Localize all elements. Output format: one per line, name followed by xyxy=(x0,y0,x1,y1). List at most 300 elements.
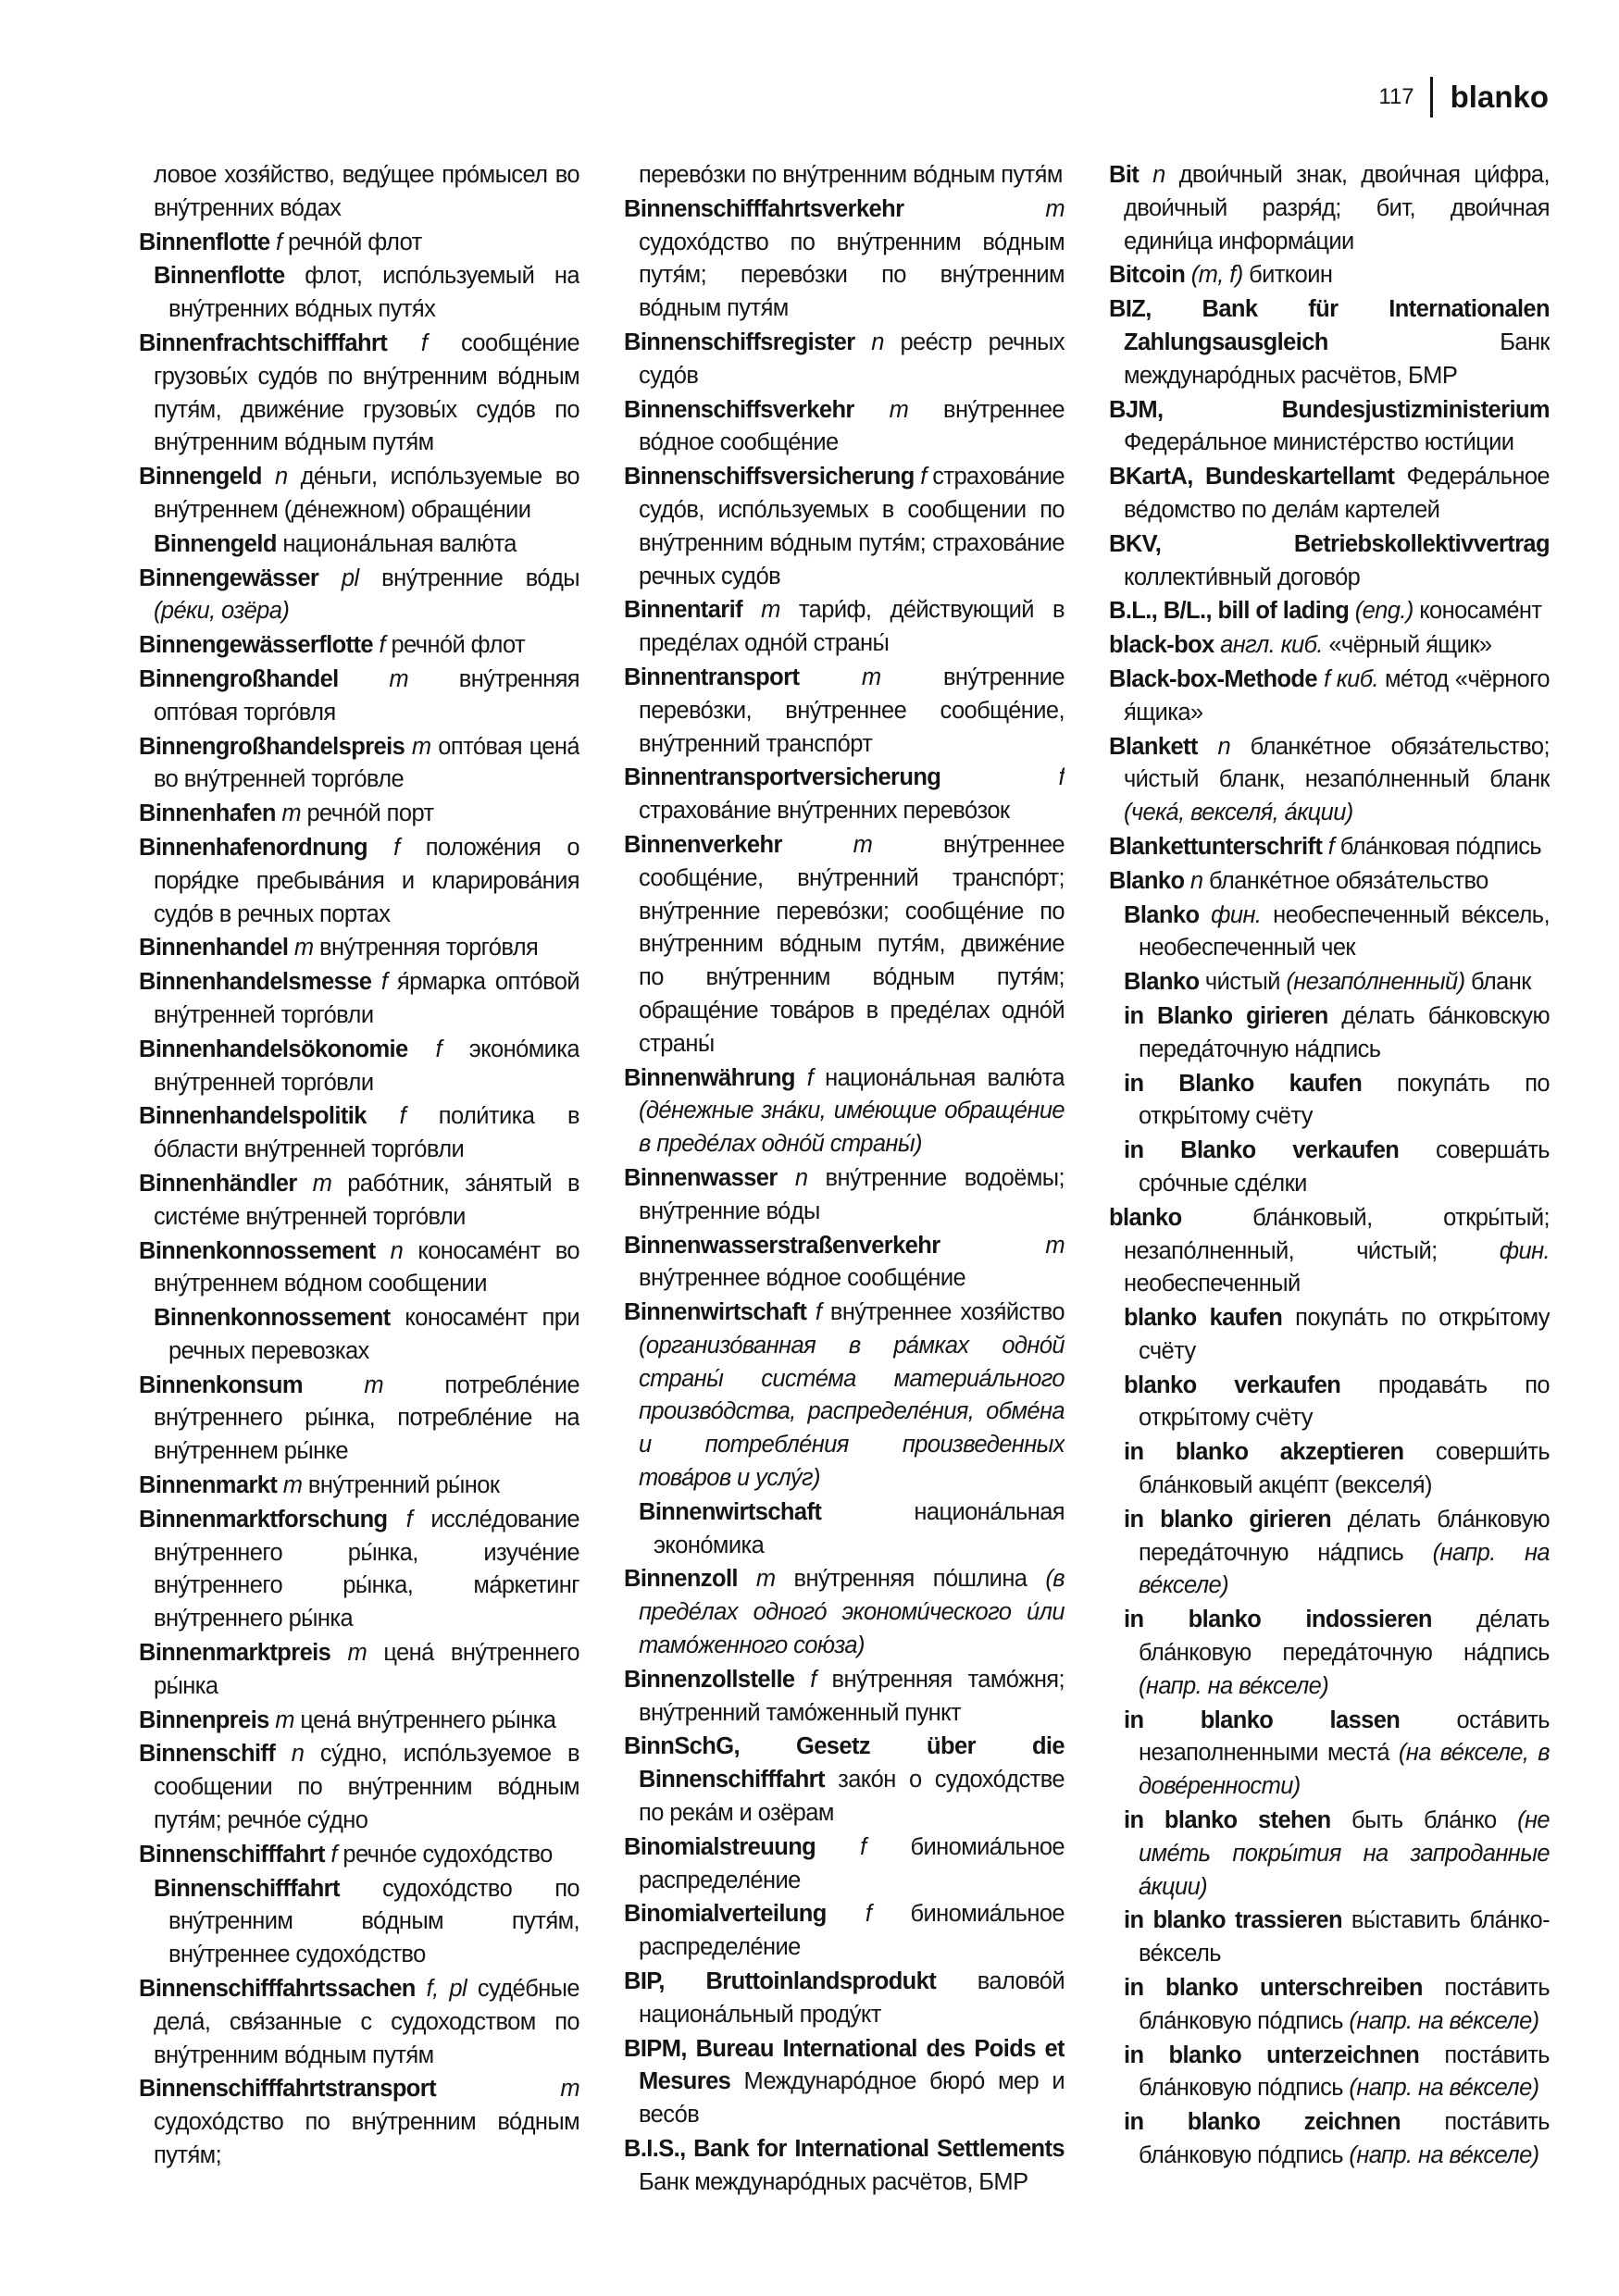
dictionary-entry xyxy=(1109,159,1550,258)
translation: вну́треннее во́дное сообще́ние xyxy=(639,1265,966,1292)
headword: BJM, Bundesjustizministerium xyxy=(1109,396,1550,423)
headword: Binnenwirtschaft xyxy=(624,1299,807,1326)
dictionary-entry xyxy=(1109,831,1550,864)
translation: вну́тренняя опто́вая торго́вля xyxy=(154,665,579,726)
headword: Binnenkonnossement xyxy=(139,1237,376,1264)
translation: сообще́ние грузовы́х судо́в по вну́тренним во́дным путя́м, движе́ние грузовы́х судо́в по вну́тренним во́дным путя́м xyxy=(154,329,579,456)
sub-entry xyxy=(1109,1705,1550,1804)
dictionary-entry xyxy=(1109,865,1550,899)
headword: Blankettunterschrift xyxy=(1109,833,1323,860)
translation: я́рмарка опто́вой вну́тренней торго́вли xyxy=(154,969,579,1028)
header-divider xyxy=(1430,77,1433,118)
note: (напр. на ве́кселе) xyxy=(1349,2142,1539,2169)
dictionary-entry xyxy=(139,1370,579,1469)
translation: судохо́дство по вну́тренним во́дным путя́м; перево́зки по вну́тренним во́дным путя́м xyxy=(639,229,1065,322)
translation: национа́льная эконо́мика xyxy=(654,1498,1065,1558)
dictionary-entry xyxy=(139,2073,579,2172)
translation: соверша́ть сро́чные сде́лки xyxy=(1139,1137,1550,1197)
headword: Binnengeld xyxy=(154,530,277,557)
headword: in blanko stehen xyxy=(1124,1807,1331,1834)
grammar-label: n xyxy=(854,329,884,355)
dictionary-entry xyxy=(139,1973,579,2072)
dictionary-entry xyxy=(139,1034,579,1100)
grammar-label: m xyxy=(330,1640,367,1667)
dictionary-entry xyxy=(1109,461,1550,527)
sub-entry xyxy=(1109,1302,1550,1369)
headword: Binnenflotte xyxy=(139,229,270,255)
headword: in blanko akzeptieren xyxy=(1124,1439,1404,1466)
note: (организо́ванная в ра́мках одно́й страны́ систе́ма материа́льного произво́дства, распределе́ния, обме́на и потребле́ния произведенных това́ров и услу́г) xyxy=(639,1332,1065,1492)
translation: вну́треннее во́дное сообще́ние xyxy=(639,396,1065,456)
usage-label: англ. киб. xyxy=(1214,632,1323,659)
translation: рабо́тник, за́нятый в систе́ме вну́тренней торго́вли xyxy=(154,1170,579,1230)
translation: вну́тренняя по́шлина xyxy=(775,1566,1046,1593)
dictionary-entry xyxy=(624,193,1065,326)
headword: in blanko girieren xyxy=(1124,1506,1332,1533)
translation: бла́нковый, откры́тый; незапо́лненный, чи́стый; xyxy=(1124,1204,1550,1264)
translation: эконо́мика вну́тренней торго́вли xyxy=(154,1036,579,1096)
dictionary-entry xyxy=(624,594,1065,661)
sub-entry xyxy=(1109,1504,1550,1603)
headword: Binnenwirtschaft xyxy=(639,1498,822,1525)
dictionary-entry xyxy=(139,1738,579,1837)
dictionary-entry xyxy=(624,394,1065,461)
dictionary-entry xyxy=(139,159,579,226)
translation: вну́тренние перево́зки, вну́треннее сообще́ние, вну́тренний транспо́рт xyxy=(639,664,1065,757)
headword: Binnenhandelsmesse xyxy=(139,969,372,996)
headword: Binnenhafen xyxy=(139,800,276,827)
grammar-label: n xyxy=(1139,162,1165,188)
headword: Binomialstreuung xyxy=(624,1833,816,1860)
translation: биномиа́льное распределе́ние xyxy=(639,1901,1065,1961)
sub-entry xyxy=(139,1302,579,1369)
usage-label: фин. xyxy=(1199,901,1262,928)
translation: поста́вить бла́нковую по́дпись xyxy=(1139,1975,1550,2034)
headword: Binnengroßhandelspreis xyxy=(139,733,405,760)
translation: речно́й флот xyxy=(384,632,526,659)
dictionary-entry xyxy=(139,1470,579,1503)
headword: Black-box-Methode xyxy=(1109,665,1317,692)
sub-entry xyxy=(1109,1972,1550,2039)
translation: соверши́ть бла́нковый акце́пт (векселя́) xyxy=(1139,1439,1550,1499)
sub-entry xyxy=(1109,1000,1550,1067)
headword: Binnenhafenordnung xyxy=(139,834,368,861)
translation: необеспеченный xyxy=(1124,1271,1301,1297)
sub-entry xyxy=(1109,1604,1550,1703)
dictionary-entry xyxy=(624,2033,1065,2132)
dictionary-entry xyxy=(624,1898,1065,1965)
grammar-label: (eng.) xyxy=(1349,598,1414,625)
translation: биткоин xyxy=(1242,262,1333,289)
dictionary-entry xyxy=(624,1831,1065,1898)
translation: речно́е судохо́дство xyxy=(336,1841,553,1868)
dictionary-entry xyxy=(139,731,579,798)
headword: BIPM, Bureau International des Poids et Mesures xyxy=(624,2035,1065,2095)
headword: Binnenkonsum xyxy=(139,1371,303,1398)
note: (напр. на ве́кселе) xyxy=(1349,2007,1539,2034)
note: (напр. на ве́кселе) xyxy=(1139,1539,1550,1599)
headword: blanko verkaufen xyxy=(1124,1371,1341,1398)
page-number: 117 xyxy=(1378,84,1414,109)
translation: де́лать бла́нковую переда́точную на́дпись xyxy=(1139,1506,1550,1566)
headword: in Blanko verkaufen xyxy=(1124,1137,1400,1164)
grammar-label: f xyxy=(269,229,282,255)
translation: де́лать ба́нковскую переда́точную на́дпись xyxy=(1139,1002,1550,1062)
headword: Binnenschifffahrtssachen xyxy=(139,1976,416,2003)
grammar-label: m xyxy=(436,2076,579,2103)
dictionary-entry xyxy=(1109,293,1550,392)
translation: вну́тренние во́ды xyxy=(358,565,579,591)
headword: black-box xyxy=(1109,632,1214,659)
headword: BinnSchG, Gesetz über die Binnenschifffahrt xyxy=(624,1733,1065,1793)
headword: in blanko unterzeichnen xyxy=(1124,2042,1420,2068)
translation: страхова́ние судо́в, испо́льзуемых в сообщении по вну́тренним во́дным путя́м; страхова́ние речных судо́в xyxy=(639,464,1065,590)
dictionary-entry xyxy=(624,1230,1065,1297)
translation: быть бла́нко xyxy=(1330,1807,1518,1834)
headword: B.I.S., Bank for International Settlements xyxy=(624,2136,1065,2163)
dictionary-entry xyxy=(624,1731,1065,1830)
translation: рее́стр речных судо́в xyxy=(639,329,1065,389)
headword: Binnenschiffsverkehr xyxy=(624,396,854,423)
translation: тари́ф, де́йствующий в преде́лах одно́й страны́ xyxy=(639,597,1065,657)
translation: поли́тика в о́бласти вну́тренней торго́вли xyxy=(154,1103,579,1163)
usage-label: фин. xyxy=(1499,1237,1550,1264)
note: (напр. на ве́кселе) xyxy=(1349,2075,1539,2102)
headword: Binnengewässerflotte xyxy=(139,632,373,659)
dictionary-entry xyxy=(624,1664,1065,1731)
dictionary-entry xyxy=(624,1297,1065,1496)
headword: in blanko unterschreiben xyxy=(1124,1975,1423,2002)
translation: коллекти́вный догово́р xyxy=(1124,564,1361,590)
headword: Binnenschifffahrt xyxy=(139,1841,325,1868)
translation: чи́стый xyxy=(1199,969,1287,996)
headword: in blanko trassieren xyxy=(1124,1907,1342,1934)
translation: флот, испо́льзуемый на вну́тренних во́дных путя́х xyxy=(168,263,579,323)
headword: Binnengroßhandel xyxy=(139,665,339,692)
headword: Blankett xyxy=(1109,733,1198,760)
grammar-label: m xyxy=(302,1371,383,1398)
headword: in Blanko kaufen xyxy=(1124,1070,1363,1097)
grammar-label: m xyxy=(742,597,780,624)
headword: Binnenzoll xyxy=(624,1566,738,1593)
grammar-label: f xyxy=(372,632,385,659)
dictionary-entry xyxy=(139,461,579,527)
grammar-label: m xyxy=(338,665,409,692)
note: (незапо́лненный) xyxy=(1286,969,1465,996)
dictionary-entry xyxy=(139,932,579,965)
dictionary-entry xyxy=(139,1100,579,1167)
column-left xyxy=(139,159,579,2232)
headword: Binnenhandel xyxy=(139,935,289,962)
dictionary-entry xyxy=(1109,595,1550,628)
translation: вну́тренняя тамо́жня; вну́тренний тамо́женный пункт xyxy=(639,1666,1065,1726)
headword: Binnentransport xyxy=(624,664,800,690)
translation: вну́тренние водоёмы; вну́тренние во́ды xyxy=(639,1164,1065,1224)
dictionary-entry xyxy=(139,798,579,831)
grammar-label: f xyxy=(387,1506,413,1533)
headword: blanko kaufen xyxy=(1124,1305,1283,1332)
grammar-label: f xyxy=(826,1901,872,1928)
column-right xyxy=(1109,159,1550,2232)
column-middle xyxy=(624,159,1065,2232)
headword: in Blanko girieren xyxy=(1124,1002,1328,1029)
headword: Binnenkonnossement xyxy=(154,1305,391,1332)
running-head: blanko xyxy=(1450,80,1549,114)
headword: Binnenfrachtschifffahrt xyxy=(139,329,388,356)
dictionary-entry xyxy=(1109,629,1550,663)
sub-entry xyxy=(1109,1370,1550,1436)
headword: Binnentarif xyxy=(624,597,742,624)
sub-entry xyxy=(139,1873,579,1972)
translation: положе́ния о поря́дке пребыва́ния и кларирова́ния судо́в в речных портах xyxy=(154,834,579,927)
translation: ме́тод «чёрного я́щика» xyxy=(1124,665,1550,726)
headword: Binnengeld xyxy=(139,464,262,490)
headword: Blanko xyxy=(1109,867,1185,894)
headword: Blanko xyxy=(1124,969,1200,996)
headword: Binomialverteilung xyxy=(624,1901,827,1928)
headword: Binnenschifffahrt xyxy=(154,1875,340,1902)
note: (чека́, векселя́, а́кции) xyxy=(1124,800,1353,826)
translation: Банк междунаро́дных расчётов, БМР xyxy=(1124,329,1550,389)
headword: BKartA, Bundeskartellamt xyxy=(1109,464,1395,490)
translation: де́ньги, испо́льзуемые во вну́треннем (де́нежном) обраще́нии xyxy=(154,464,579,523)
headword: Binnentransportversicherung xyxy=(624,764,941,791)
translation: коносаме́нт при речных перевозках xyxy=(168,1305,579,1364)
grammar-label: f xyxy=(940,764,1065,791)
grammar-label: f xyxy=(1317,665,1330,692)
headword: Binnenwasser xyxy=(624,1164,778,1191)
translation: бла́нковая по́дпись xyxy=(1334,833,1542,860)
grammar-label: n xyxy=(777,1164,808,1191)
sub-entry xyxy=(1109,966,1550,999)
grammar-label: m xyxy=(940,1232,1065,1259)
headword: in blanko indossieren xyxy=(1124,1607,1432,1633)
grammar-label: f, pl xyxy=(415,1976,467,2003)
grammar-label: m xyxy=(405,733,431,760)
dictionary-entry xyxy=(624,1563,1065,1662)
grammar-label: m xyxy=(737,1566,776,1593)
translation: бланке́тное обяза́тельство; чи́стый бланк, незапо́лненный бланк xyxy=(1124,733,1550,793)
translation: страхова́ние вну́тренних перево́зок xyxy=(639,798,1010,825)
grammar-label: n xyxy=(261,464,288,490)
grammar-label: m xyxy=(853,396,909,423)
headword: BIZ, Bank für Internationalen Zahlungsausgleich xyxy=(1109,296,1550,355)
translation: де́лать бла́нковую переда́точную на́дпись xyxy=(1139,1607,1550,1667)
grammar-label: f xyxy=(806,1299,822,1326)
headword: Binnenschiffsregister xyxy=(624,329,855,355)
dictionary-entry xyxy=(624,829,1065,1061)
headword: BKV, Betriebskollektivvertrag xyxy=(1109,530,1550,557)
headword: Binnenmarkt xyxy=(139,1472,278,1499)
headword: BIP, Bruttoinlandsprodukt xyxy=(624,1968,937,1995)
translation: бланке́тное обяза́тельство xyxy=(1202,867,1488,894)
headword: Binnenschifffahrtsverkehr xyxy=(624,195,904,222)
translation: Федера́льное министе́рство юсти́ции xyxy=(1124,429,1514,456)
note: (в преде́лах одного́ экономи́ческого и́ли тамо́женного сою́за) xyxy=(639,1566,1065,1659)
sub-entry xyxy=(1109,1135,1550,1201)
headword: Binnenverkehr xyxy=(624,831,782,858)
headword: Binnenwährung xyxy=(624,1064,795,1091)
dictionary-columns xyxy=(139,159,1550,2232)
translation: «чёрный я́щик» xyxy=(1322,632,1492,659)
dictionary-entry xyxy=(624,461,1065,593)
translation: речно́й порт xyxy=(300,800,434,827)
translation: поста́вить бла́нковую по́дпись xyxy=(1139,2042,1550,2102)
grammar-label: f xyxy=(387,329,428,356)
headword: B.L., B/L., bill of lading xyxy=(1109,598,1350,625)
headword: blanko xyxy=(1109,1204,1182,1231)
dictionary-entry xyxy=(139,1168,579,1235)
note: (ре́ки, озёра) xyxy=(154,598,290,625)
translation: Междунаро́дное бюро́ мер и весо́в xyxy=(639,2068,1065,2128)
dictionary-entry xyxy=(139,966,579,1033)
translation: двои́чный знак, двои́чная ци́фра, двои́чный разря́д; бит, двои́чная едини́ца информа́ции xyxy=(1124,162,1550,254)
translation: перево́зки по вну́тренним во́дным путя́м xyxy=(639,162,1063,188)
grammar-label: pl xyxy=(318,565,359,591)
grammar-label: m xyxy=(903,195,1065,222)
grammar-label: f xyxy=(324,1841,337,1868)
dictionary-entry xyxy=(624,159,1065,192)
dictionary-entry xyxy=(1109,259,1550,292)
translation: суде́бные дела́, свя́занные с судоходством по вну́тренним во́дным путя́м xyxy=(154,1976,579,2068)
dictionary-entry xyxy=(139,1839,579,1872)
headword: Binnenflotte xyxy=(154,263,285,290)
dictionary-entry xyxy=(139,328,579,460)
headword: Binnenschiff xyxy=(139,1741,276,1768)
grammar-label: n xyxy=(275,1741,305,1768)
grammar-label: f xyxy=(407,1036,442,1062)
note: (де́нежные зна́ки, име́ющие обраще́ние в преде́лах одно́й страны́) xyxy=(639,1098,1065,1158)
headword: Binnenschifffahrtstransport xyxy=(139,2076,436,2103)
dictionary-entry xyxy=(624,1162,1065,1229)
headword: Binnenschiffsversicherung xyxy=(624,464,915,490)
dictionary-entry xyxy=(1109,664,1550,730)
dictionary-entry xyxy=(139,227,579,260)
headword: Binnenzollstelle xyxy=(624,1666,795,1693)
dictionary-entry xyxy=(139,1235,579,1302)
sub-entry xyxy=(624,1496,1065,1563)
sub-entry xyxy=(1109,1905,1550,1971)
translation: Федера́льное ве́домство по дела́м картелей xyxy=(1124,464,1550,523)
sub-entry xyxy=(1109,2106,1550,2173)
grammar-label: f xyxy=(366,1103,406,1130)
grammar-label: f xyxy=(367,834,400,861)
translation: ловое хозя́йство, веду́щее про́мысел во вну́тренних во́дах xyxy=(154,162,579,221)
headword: Blanko xyxy=(1124,901,1200,928)
dictionary-entry xyxy=(624,1062,1065,1161)
translation: вну́тренняя торго́вля xyxy=(313,935,539,962)
translation: судохо́дство по вну́тренним во́дным путя́м; xyxy=(154,2109,579,2169)
grammar-label: m xyxy=(781,831,873,858)
translation: валово́й национа́льный проду́кт xyxy=(639,1968,1065,2028)
dictionary-entry xyxy=(139,1504,579,1636)
translation: судохо́дство по вну́тренним во́дным путя́м, вну́треннее судохо́дство xyxy=(168,1875,579,1968)
sub-entry xyxy=(139,260,579,327)
translation: вну́треннее сообще́ние, вну́тренний транспо́рт; вну́тренние перево́зки; сообще́ние по вну́тренним во́дным путя́м, движе́ние по вну́тренним во́дным путя́м; обраще́ние това́ров в преде́лах одно́й страны́ xyxy=(639,831,1065,1057)
dictionary-entry xyxy=(139,629,579,663)
grammar-label: f xyxy=(914,464,927,490)
translation: коносаме́нт xyxy=(1413,598,1542,625)
sub-entry xyxy=(1109,2040,1550,2106)
headword: Bitcoin xyxy=(1109,262,1186,289)
headword: Binnenhändler xyxy=(139,1170,297,1197)
grammar-label: m xyxy=(288,935,314,962)
dictionary-entry xyxy=(1109,394,1550,461)
grammar-label: f xyxy=(794,1064,814,1091)
dictionary-entry xyxy=(139,563,579,629)
sub-entry xyxy=(139,528,579,562)
headword: Binnenhandelsökonomie xyxy=(139,1036,408,1062)
page-header xyxy=(1378,74,1549,120)
headword: Binnenwasserstraßenverkehr xyxy=(624,1232,940,1259)
dictionary-entry xyxy=(624,2133,1065,2200)
translation: речно́й флот xyxy=(281,229,422,255)
usage-label: киб. xyxy=(1329,665,1378,692)
translation: национа́льная валю́та xyxy=(276,530,517,557)
translation: иссле́дование вну́треннего ры́нка, изуче́ние вну́треннего ры́нка, ма́ркетинг вну́треннего ры́нка xyxy=(154,1506,579,1632)
translation: коносаме́нт во вну́треннем во́дном сообщении xyxy=(154,1237,579,1297)
grammar-label: f xyxy=(1322,833,1335,860)
headword: Binnenmarktforschung xyxy=(139,1506,388,1533)
note: (на ве́кселе, в дове́ренности) xyxy=(1139,1740,1550,1800)
sub-entry xyxy=(1109,1436,1550,1503)
translation: покупа́ть по откры́тому счёту xyxy=(1139,1305,1550,1364)
grammar-label: m xyxy=(277,1472,303,1499)
grammar-label: m xyxy=(799,664,881,690)
dictionary-entry xyxy=(1109,731,1550,830)
grammar-label: m xyxy=(296,1170,332,1197)
grammar-label: m xyxy=(268,1706,294,1733)
headword: Bit xyxy=(1109,162,1140,188)
grammar-label: n xyxy=(1197,733,1231,760)
translation: вну́тренний ры́нок xyxy=(302,1472,500,1499)
dictionary-entry xyxy=(624,662,1065,761)
grammar-label: (m, f) xyxy=(1185,262,1243,289)
headword: in blanko lassen xyxy=(1124,1706,1401,1733)
grammar-label: n xyxy=(375,1237,404,1264)
translation: биномиа́льное распределе́ние xyxy=(639,1833,1065,1893)
dictionary-entry xyxy=(1109,528,1550,595)
dictionary-entry xyxy=(139,664,579,730)
translation: необеспеченный ве́ксель, необеспеченный чек xyxy=(1139,901,1550,962)
translation: продава́ть по откры́тому счёту xyxy=(1139,1371,1550,1432)
translation: цена́ вну́треннего ры́нка xyxy=(293,1706,556,1733)
headword: Binnenpreis xyxy=(139,1706,269,1733)
grammar-label: f xyxy=(816,1833,866,1860)
sub-entry xyxy=(1109,1068,1550,1135)
translation: поста́вить бла́нковую по́дпись xyxy=(1139,2109,1550,2169)
translation: вы́ставить бла́нко-ве́ксель xyxy=(1139,1907,1550,1967)
dictionary-entry xyxy=(624,1966,1065,2032)
translation: вну́треннее хозя́йство xyxy=(821,1299,1065,1326)
grammar-label: f xyxy=(794,1666,816,1693)
dictionary-entry xyxy=(624,327,1065,393)
headword: Binnenhandelspolitik xyxy=(139,1103,367,1130)
translation: оста́вить незаполненными места́ xyxy=(1139,1706,1550,1767)
headword: Binnengewässer xyxy=(139,565,319,591)
grammar-label: m xyxy=(275,800,301,827)
translation: опто́вая цена́ во вну́тренней торго́вле xyxy=(154,733,579,793)
headword: in blanko zeichnen xyxy=(1124,2109,1401,2136)
grammar-label: n xyxy=(1184,867,1203,894)
translation: су́дно, испо́льзуемое в сообщении по вну́тренним во́дным путя́м; речно́е су́дно xyxy=(154,1741,579,1834)
sub-entry xyxy=(1109,1805,1550,1904)
dictionary-entry xyxy=(139,832,579,931)
dictionary-entry xyxy=(1109,1202,1550,1301)
translation: зако́н о судохо́дстве по река́м и озёрам xyxy=(639,1767,1065,1827)
dictionary-entry xyxy=(624,762,1065,828)
headword: Binnenmarktpreis xyxy=(139,1640,331,1667)
